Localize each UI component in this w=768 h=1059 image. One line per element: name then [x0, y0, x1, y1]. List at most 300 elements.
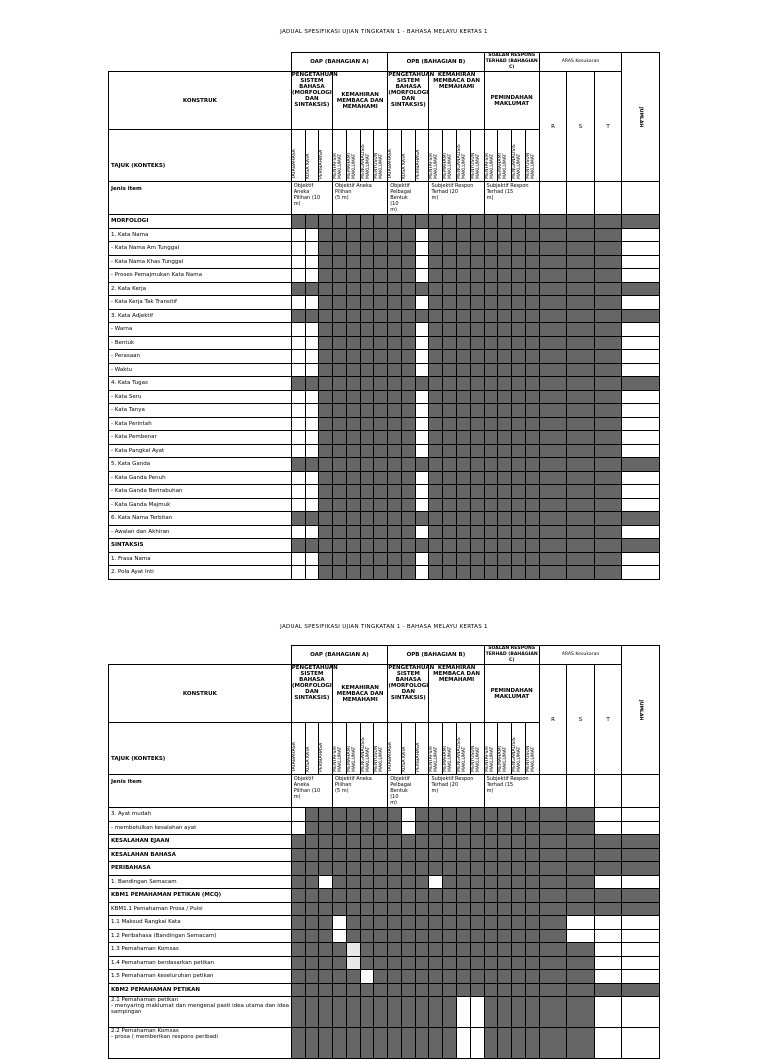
jenis-c: Subjektif Respon Terhad (15 m): [484, 182, 539, 215]
grid-cell: [360, 997, 374, 1028]
grid-cell: [594, 1028, 622, 1059]
grid-cell: [305, 902, 319, 916]
grid-cell: [319, 228, 333, 242]
grid-cell: [484, 323, 498, 337]
table-row: [109, 943, 660, 957]
grid-cell: [567, 835, 595, 849]
grid-cell: [594, 970, 622, 984]
grid-cell: [622, 377, 660, 391]
grid-cell: [429, 377, 443, 391]
grid-cell: [360, 1028, 374, 1059]
subcol-header: [429, 723, 443, 775]
table-row: [109, 539, 660, 553]
grid-cell: [525, 390, 539, 404]
grid-cell: [401, 835, 415, 849]
grid-cell: [594, 929, 622, 943]
grid-cell: [443, 821, 457, 835]
grid-cell: [457, 943, 471, 957]
grid-cell: [525, 215, 539, 229]
grid-cell: [567, 512, 595, 526]
grid-cell: [388, 417, 402, 431]
grid-cell: [512, 323, 526, 337]
grid-cell: [305, 862, 319, 876]
grid-cell: [319, 444, 333, 458]
aras-t: T: [594, 72, 622, 182]
grid-cell: [622, 390, 660, 404]
grid-cell: [333, 983, 347, 997]
grid-cell: [594, 525, 622, 539]
row-label: MORFOLOGI: [109, 215, 292, 229]
grid-cell: [594, 862, 622, 876]
row-label: - Kata Ganda Berirabuhan: [109, 485, 292, 499]
subcol-header: [401, 723, 415, 775]
grid-cell: [429, 808, 443, 822]
table-row: [109, 309, 660, 323]
grid-cell: [594, 215, 622, 229]
grid-cell: [374, 444, 388, 458]
grid-cell: [401, 215, 415, 229]
row-label: - membetulkan kesalahan ayat: [109, 821, 292, 835]
row-label: - Kata Nama Am Tunggal: [109, 242, 292, 256]
subcol-header: [319, 130, 333, 182]
grid-cell: [457, 997, 471, 1028]
grid-cell: [360, 889, 374, 903]
grid-cell: [457, 417, 471, 431]
grid-cell: [525, 997, 539, 1028]
grid-cell: [484, 431, 498, 445]
grid-cell: [374, 848, 388, 862]
grid-cell: [319, 808, 333, 822]
grid-cell: [429, 970, 443, 984]
grid-cell: [457, 215, 471, 229]
grid-cell: [401, 889, 415, 903]
grid-cell: [346, 512, 360, 526]
grid-cell: [512, 552, 526, 566]
grid-cell: [346, 242, 360, 256]
grid-cell: [429, 255, 443, 269]
grid-cell: [374, 821, 388, 835]
blank-cell: [622, 182, 660, 215]
table-row: [109, 997, 660, 1028]
grid-cell: [401, 431, 415, 445]
grid-cell: [457, 1028, 471, 1059]
grid-cell: [539, 228, 567, 242]
grid-cell: [374, 983, 388, 997]
subcol-header: [346, 723, 360, 775]
grid-cell: [429, 902, 443, 916]
table-row: [109, 889, 660, 903]
grid-cell: [443, 377, 457, 391]
grid-cell: [401, 471, 415, 485]
grid-cell: [319, 916, 333, 930]
grid-cell: [415, 282, 429, 296]
grid-cell: [319, 512, 333, 526]
grid-cell: [498, 363, 512, 377]
grid-cell: [333, 552, 347, 566]
grid-cell: [429, 956, 443, 970]
subcol-header: [374, 130, 388, 182]
grid-cell: [484, 255, 498, 269]
grid-cell: [360, 336, 374, 350]
grid-cell: [305, 808, 319, 822]
grid-cell: [319, 390, 333, 404]
grid-cell: [401, 956, 415, 970]
grid-cell: [443, 970, 457, 984]
grid-cell: [401, 970, 415, 984]
grid-cell: [415, 498, 429, 512]
grid-cell: [346, 525, 360, 539]
grid-cell: [594, 512, 622, 526]
grid-cell: [319, 336, 333, 350]
subcol-label: MENTAFSIR MAKLUMAT: [484, 153, 495, 179]
grid-cell: [319, 323, 333, 337]
grid-cell: [470, 835, 484, 849]
grid-cell: [567, 943, 595, 957]
grid-cell: [333, 336, 347, 350]
subcol-label: PERIBAHASA: [415, 149, 421, 179]
grid-cell: [484, 821, 498, 835]
grid-cell: [622, 255, 660, 269]
grid-cell: [319, 377, 333, 391]
grid-cell: [401, 242, 415, 256]
grid-cell: [415, 296, 429, 310]
grid-cell: [305, 916, 319, 930]
table-row: [109, 929, 660, 943]
grid-cell: [594, 269, 622, 283]
grid-cell: [374, 875, 388, 889]
table-row: [109, 296, 660, 310]
grid-cell: [333, 444, 347, 458]
grid-cell: [622, 458, 660, 472]
grid-cell: [360, 363, 374, 377]
grid-cell: [415, 970, 429, 984]
grid-cell: [429, 485, 443, 499]
grid-cell: [470, 485, 484, 499]
grid-cell: [498, 1028, 512, 1059]
grid-cell: [443, 417, 457, 431]
grid-cell: [388, 485, 402, 499]
grid-cell: [443, 983, 457, 997]
grid-cell: [415, 889, 429, 903]
grid-cell: [539, 552, 567, 566]
table-row: [109, 471, 660, 485]
grid-cell: [498, 848, 512, 862]
grid-cell: [484, 444, 498, 458]
grid-cell: [498, 539, 512, 553]
grid-cell: [622, 404, 660, 418]
grid-cell: [319, 821, 333, 835]
grid-cell: [415, 512, 429, 526]
grid-cell: [594, 983, 622, 997]
grid-cell: [415, 997, 429, 1028]
table-row: [109, 282, 660, 296]
grid-cell: [498, 269, 512, 283]
grid-cell: [512, 296, 526, 310]
grid-cell: [525, 350, 539, 364]
jenis-a2: Objektif Aneka Pilihan (5 m): [333, 775, 388, 808]
grid-cell: [567, 902, 595, 916]
grid-cell: [470, 929, 484, 943]
grid-cell: [525, 889, 539, 903]
grid-cell: [525, 539, 539, 553]
subcol-header: [401, 130, 415, 182]
grid-cell: [374, 539, 388, 553]
grid-cell: [360, 539, 374, 553]
grid-cell: [594, 835, 622, 849]
grid-cell: [484, 943, 498, 957]
row-label: 1.4 Pemahaman berdasarkan petikan: [109, 956, 292, 970]
grid-cell: [291, 902, 305, 916]
row-label: 2. Pola Ayat Inti: [109, 566, 292, 580]
grid-cell: [498, 485, 512, 499]
grid-cell: [567, 1028, 595, 1059]
grid-cell: [291, 875, 305, 889]
grid-cell: [388, 377, 402, 391]
grid-cell: [498, 431, 512, 445]
row-label: 5. Kata Ganda: [109, 458, 292, 472]
row-label: - Kata Seru: [109, 390, 292, 404]
grid-cell: [525, 269, 539, 283]
grid-cell: [429, 821, 443, 835]
grid-cell: [401, 485, 415, 499]
grid-cell: [498, 377, 512, 391]
grid-cell: [388, 916, 402, 930]
grid-cell: [374, 309, 388, 323]
grid-cell: [470, 282, 484, 296]
grid-cell: [525, 525, 539, 539]
grid-cell: [305, 417, 319, 431]
grid-cell: [622, 498, 660, 512]
grid-cell: [443, 431, 457, 445]
grid-cell: [415, 323, 429, 337]
grid-cell: [470, 404, 484, 418]
grid-cell: [457, 336, 471, 350]
grid-cell: [360, 309, 374, 323]
grid-cell: [443, 862, 457, 876]
table-row: [109, 1028, 660, 1059]
grid-cell: [401, 875, 415, 889]
grid-cell: [567, 444, 595, 458]
grid-cell: [525, 255, 539, 269]
grid-cell: [429, 215, 443, 229]
grid-cell: [512, 458, 526, 472]
grid-cell: [470, 902, 484, 916]
subcol-label: MENTAFSIR MAKLUMAT: [429, 746, 440, 772]
grid-cell: [525, 323, 539, 337]
grid-cell: [429, 997, 443, 1028]
grid-cell: [333, 970, 347, 984]
grid-cell: [484, 296, 498, 310]
grid-cell: [498, 902, 512, 916]
grid-cell: [539, 417, 567, 431]
grid-cell: [346, 309, 360, 323]
grid-cell: [360, 525, 374, 539]
grid-cell: [498, 956, 512, 970]
grid-cell: [484, 902, 498, 916]
grid-cell: [525, 875, 539, 889]
grid-cell: [484, 309, 498, 323]
grid-cell: [401, 525, 415, 539]
grid-cell: [346, 956, 360, 970]
grid-cell: [388, 808, 402, 822]
grid-cell: [333, 215, 347, 229]
grid-cell: [622, 309, 660, 323]
table-row: [109, 498, 660, 512]
grid-cell: [333, 309, 347, 323]
grid-cell: [567, 889, 595, 903]
grid-cell: [388, 255, 402, 269]
grid-cell: [622, 296, 660, 310]
grid-cell: [470, 970, 484, 984]
grid-cell: [622, 821, 660, 835]
grid-cell: [512, 390, 526, 404]
grid-cell: [622, 997, 660, 1028]
grid-cell: [622, 431, 660, 445]
grid-cell: [512, 875, 526, 889]
table-row: [109, 552, 660, 566]
grid-cell: [539, 929, 567, 943]
grid-cell: [401, 498, 415, 512]
grid-cell: [360, 916, 374, 930]
grid-cell: [498, 929, 512, 943]
grid-cell: [388, 539, 402, 553]
blank-cell: [539, 775, 567, 808]
grid-cell: [319, 983, 333, 997]
grid-cell: [429, 889, 443, 903]
soalan-respons-header: SOALAN RESPONS TERHAD (BAHAGIAN C): [485, 53, 538, 70]
grid-cell: [539, 512, 567, 526]
grid-cell: [567, 309, 595, 323]
grid-cell: [429, 848, 443, 862]
grid-cell: [470, 875, 484, 889]
grid-cell: [484, 512, 498, 526]
subcol-header: [512, 130, 526, 182]
grid-cell: [594, 390, 622, 404]
grid-cell: [512, 336, 526, 350]
grid-cell: [594, 444, 622, 458]
grid-cell: [291, 242, 305, 256]
grid-cell: [360, 862, 374, 876]
grid-cell: [401, 566, 415, 580]
grid-cell: [539, 835, 567, 849]
grid-cell: [443, 390, 457, 404]
grid-cell: [484, 390, 498, 404]
grid-cell: [484, 404, 498, 418]
grid-cell: [346, 916, 360, 930]
grid-cell: [333, 269, 347, 283]
grid-cell: [374, 956, 388, 970]
grid-cell: [360, 498, 374, 512]
grid-cell: [429, 336, 443, 350]
grid-cell: [457, 296, 471, 310]
table-row: [109, 485, 660, 499]
spec-table-2: [108, 645, 660, 1059]
grid-cell: [319, 956, 333, 970]
grid-cell: [539, 1028, 567, 1059]
grid-cell: [305, 498, 319, 512]
grid-cell: [401, 350, 415, 364]
tajuk-label: TAJUK (KONTEKS): [109, 723, 292, 775]
grid-cell: [415, 269, 429, 283]
table-row: [109, 875, 660, 889]
grid-cell: [374, 525, 388, 539]
grid-cell: [470, 808, 484, 822]
table-row: [109, 404, 660, 418]
grid-cell: [374, 902, 388, 916]
grid-cell: [388, 390, 402, 404]
grid-cell: [291, 404, 305, 418]
grid-cell: [470, 269, 484, 283]
grid-cell: [525, 336, 539, 350]
row-label: 2. Kata Kerja: [109, 282, 292, 296]
table-row: [109, 458, 660, 472]
jenis-b1: Objektif Pelbagai Bentuk (10 m): [388, 775, 429, 808]
blank-cell: [567, 775, 595, 808]
grid-cell: [470, 997, 484, 1028]
grid-cell: [305, 956, 319, 970]
grid-cell: [567, 916, 595, 930]
grid-cell: [567, 956, 595, 970]
grid-cell: [429, 929, 443, 943]
grid-cell: [484, 363, 498, 377]
grid-cell: [388, 848, 402, 862]
grid-cell: [525, 512, 539, 526]
grid-cell: [319, 404, 333, 418]
grid-cell: [594, 404, 622, 418]
row-label: PERIBAHASA: [109, 862, 292, 876]
grid-cell: [319, 889, 333, 903]
grid-cell: [443, 471, 457, 485]
grid-cell: [567, 215, 595, 229]
grid-cell: [374, 943, 388, 957]
grid-cell: [305, 983, 319, 997]
grid-cell: [567, 255, 595, 269]
grid-cell: [525, 471, 539, 485]
grid-cell: [415, 350, 429, 364]
grid-cell: [401, 269, 415, 283]
subcol-header: [319, 723, 333, 775]
grid-cell: [484, 566, 498, 580]
table-row: [109, 862, 660, 876]
grid-cell: [498, 835, 512, 849]
grid-cell: [484, 983, 498, 997]
grid-cell: [484, 377, 498, 391]
grid-cell: [346, 929, 360, 943]
grid-cell: [305, 525, 319, 539]
subcol-header: [457, 723, 471, 775]
grid-cell: [291, 889, 305, 903]
grid-cell: [415, 956, 429, 970]
jumlah-label: JUMLAH: [638, 699, 644, 721]
grid-cell: [291, 458, 305, 472]
grid-cell: [567, 875, 595, 889]
grid-cell: [525, 848, 539, 862]
grid-cell: [539, 970, 567, 984]
grid-cell: [539, 916, 567, 930]
grid-cell: [333, 350, 347, 364]
grid-cell: [360, 444, 374, 458]
grid-cell: [305, 835, 319, 849]
grid-cell: [539, 215, 567, 229]
grid-cell: [594, 336, 622, 350]
grid-cell: [333, 997, 347, 1028]
grid-cell: [539, 269, 567, 283]
grid-cell: [415, 255, 429, 269]
grid-cell: [319, 485, 333, 499]
grid-cell: [291, 471, 305, 485]
grid-cell: [594, 552, 622, 566]
grid-cell: [319, 242, 333, 256]
